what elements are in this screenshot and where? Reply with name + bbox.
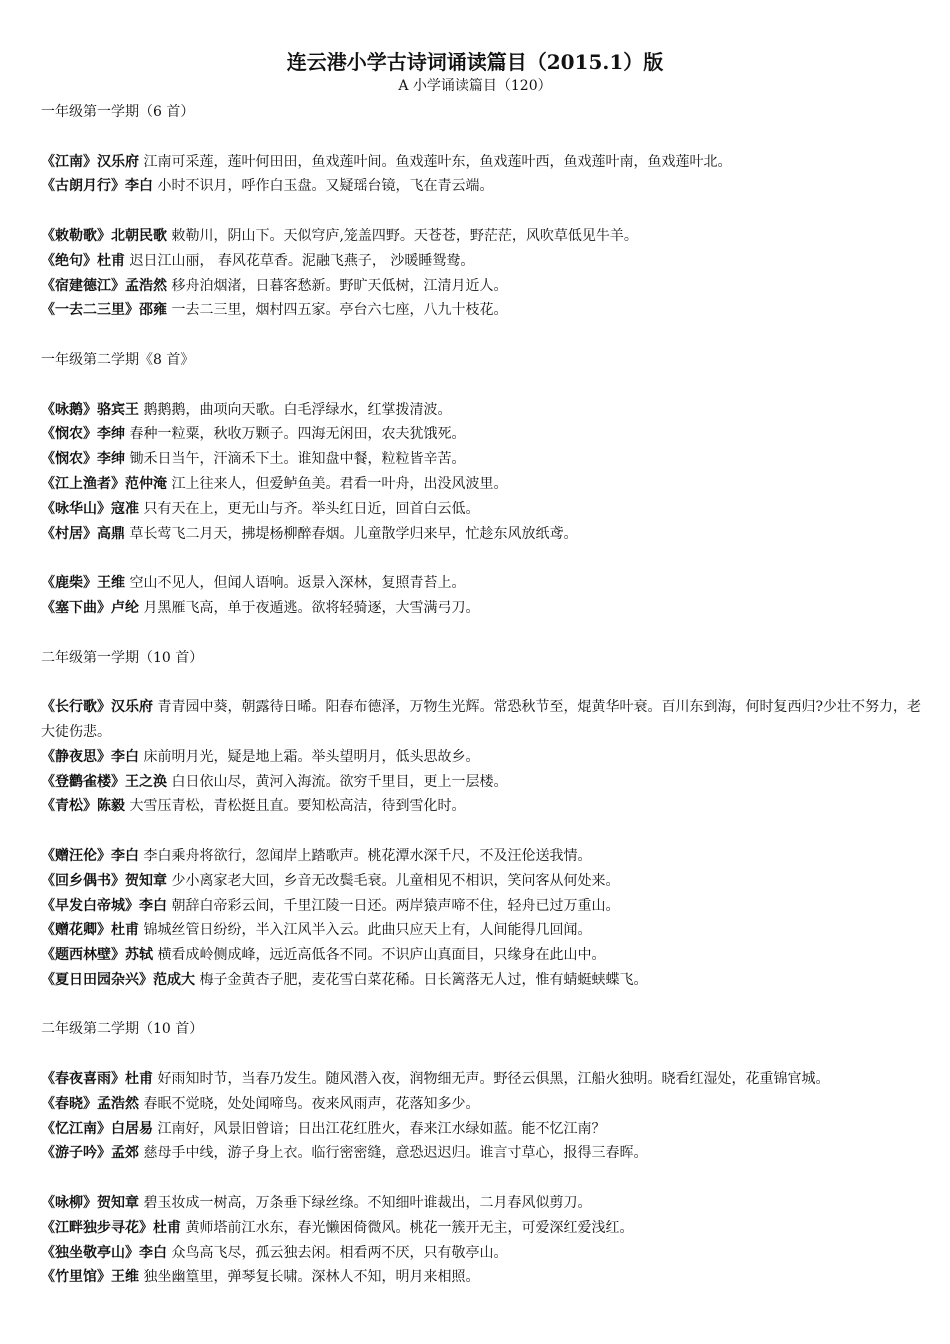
poem-entry — [41, 1216, 931, 1241]
poem-title: 《竹里馆》 — [41, 1269, 111, 1286]
poem-text: 独坐幽篁里，弹琴复长啸。深林人不知，明月来相照。 — [139, 1269, 480, 1286]
poem-text: 大雪压青松，青松挺且直。要知松高洁，待到雪化时。 — [125, 798, 466, 815]
poem-entry — [41, 770, 931, 795]
poem-author: 李白 — [139, 1244, 167, 1261]
poem-title: 《宿建德江》 — [41, 277, 125, 294]
blank-line — [41, 621, 931, 646]
poem-entry — [41, 844, 931, 869]
poem-text: 月黑雁飞高，单于夜遁逃。欲将轻骑逐，大雪满弓刀。 — [139, 599, 480, 616]
poem-text: 碧玉妆成一树高，万条垂下绿丝绦。不知细叶谁裁出，二月春风似剪刀。 — [139, 1195, 592, 1212]
section-heading: 一年级第一学期（6 首） — [41, 104, 195, 120]
poem-title: 《夏日田园杂兴》 — [41, 971, 153, 988]
poem-text: 江南好，风景旧曾谙；日出江花红胜火，春来江水绿如蓝。能不忆江南？ — [153, 1120, 606, 1137]
poem-title: 《赠汪伦》 — [41, 847, 111, 864]
poem-entry — [41, 224, 931, 249]
poem-entry — [41, 968, 931, 993]
poem-text: 迟日江山丽， 春风花草香。泥融飞燕子， 沙暖睡鸳鸯。 — [125, 252, 475, 269]
poem-author: 骆宾王 — [97, 401, 139, 418]
poem-entry — [41, 1117, 931, 1142]
poem-entry — [41, 497, 931, 522]
poem-author: 李白 — [139, 897, 167, 914]
poem-author: 孟郊 — [111, 1145, 139, 1162]
poem-title: 《咏柳》 — [41, 1195, 97, 1212]
poem-title: 《塞下曲》 — [41, 599, 111, 616]
poem-title: 《回乡偶书》 — [41, 872, 125, 889]
poem-text: 敕勒川，阴山下。天似穹庐,笼盖四野。天苍苍，野茫茫，风吹草低见牛羊。 — [167, 227, 638, 244]
poem-text: 春种一粒粟，秋收万颗子。四海无闲田，农夫犹饿死。 — [125, 426, 466, 443]
poem-entry — [41, 1092, 931, 1117]
blank-line — [41, 993, 931, 1018]
poem-list — [41, 100, 931, 1290]
poem-title: 《江畔独步寻花》 — [41, 1219, 153, 1236]
poem-text: 梅子金黄杏子肥，麦花雪白菜花稀。日长篱落无人过，惟有蜻蜓蛱蝶飞。 — [195, 971, 648, 988]
poem-text: 小时不识月，呼作白玉盘。又疑瑶台镜，飞在青云端。 — [153, 178, 494, 195]
poem-text: 只有天在上，更无山与齐。举头红日近，回首白云低。 — [139, 500, 480, 517]
poem-author: 王维 — [97, 575, 125, 592]
poem-author: 陈毅 — [97, 798, 125, 815]
poem-author: 孟浩然 — [97, 1095, 139, 1112]
poem-title: 《独坐敬亭山》 — [41, 1244, 139, 1261]
poem-text: 慈母手中线，游子身上衣。临行密密缝，意恐迟迟归。谁言寸草心，报得三春晖。 — [139, 1145, 648, 1162]
blank-line — [41, 819, 931, 844]
poem-title: 《青松》 — [41, 798, 97, 815]
poem-entry — [41, 695, 931, 745]
poem-entry — [41, 918, 931, 943]
poem-author: 范成大 — [153, 971, 195, 988]
poem-author: 苏轼 — [125, 947, 153, 964]
poem-title: 《游子吟》 — [41, 1145, 111, 1162]
poem-title: 《绝句》 — [41, 252, 97, 269]
poem-title: 《早发白帝城》 — [41, 897, 139, 914]
poem-text: 移舟泊烟渚，日暮客愁新。野旷天低树，江清月近人。 — [167, 277, 508, 294]
poem-author: 北朝民歌 — [111, 227, 167, 244]
section-heading: 二年级第一学期（10 首） — [41, 649, 204, 666]
poem-author: 孟浩然 — [125, 277, 167, 294]
blank-line — [41, 199, 931, 224]
poem-entry — [41, 794, 931, 819]
poem-entry — [41, 1141, 931, 1166]
poem-title: 《静夜思》 — [41, 748, 111, 765]
poem-author: 李白 — [125, 178, 153, 195]
poem-title: 《古朗月行》 — [41, 178, 125, 195]
poem-author: 王维 — [111, 1269, 139, 1286]
poem-author: 贺知章 — [97, 1195, 139, 1212]
poem-author: 贺知章 — [125, 872, 167, 889]
poem-author: 范仲淹 — [125, 475, 167, 492]
poem-author: 李白 — [111, 847, 139, 864]
poem-entry — [41, 571, 931, 596]
poem-text: 青青园中葵，朝露待日晞。阳春布德泽，万物生光辉。常恐秋节至，焜黄华叶衰。百川东到海，何时复西归?少壮不努力，老大徒伤悲。 — [41, 699, 921, 740]
poem-title: 《春晓》 — [41, 1095, 97, 1112]
poem-text: 朝辞白帝彩云间，千里江陵一日还。两岸猿声啼不住，轻舟已过万重山。 — [167, 897, 620, 914]
poem-title: 《忆江南》 — [41, 1120, 111, 1137]
poem-text: 李白乘舟将欲行，忽闻岸上踏歌声。桃花潭水深千尺，不及汪伦送我情。 — [139, 847, 592, 864]
poem-entry — [41, 894, 931, 919]
poem-entry — [41, 1265, 931, 1290]
poem-entry — [41, 943, 931, 968]
poem-text: 锦城丝管日纷纷，半入江风半入云。此曲只应天上有，人间能得几回闻。 — [139, 922, 592, 939]
poem-author: 白居易 — [111, 1120, 153, 1137]
poem-entry — [41, 447, 931, 472]
poem-text: 江上往来人，但爱鲈鱼美。君看一叶舟，出没风波里。 — [167, 475, 508, 492]
poem-text: 众鸟高飞尽，孤云独去闲。相看两不厌，只有敬亭山。 — [167, 1244, 508, 1261]
poem-entry — [41, 298, 931, 323]
poem-text: 草长莺飞二月天，拂堤杨柳醉春烟。儿童散学归来早，忙趁东风放纸鸢。 — [125, 525, 578, 542]
poem-author: 李绅 — [97, 426, 125, 443]
poem-author: 王之涣 — [125, 773, 167, 790]
poem-text: 黄师塔前江水东，春光懒困倚微风。桃花一簇开无主，可爱深红爱浅红。 — [181, 1219, 634, 1236]
document-title: 连云港小学古诗词诵读篇目（2015.1）版 — [286, 50, 664, 74]
poem-entry — [41, 249, 931, 274]
blank-line — [41, 1042, 931, 1067]
poem-entry — [41, 745, 931, 770]
poem-title: 《咏华山》 — [41, 500, 111, 517]
poem-title: 《题西林壁》 — [41, 947, 125, 964]
poem-title: 《赠花卿》 — [41, 922, 111, 939]
document-subtitle: A 小学诵读篇目（120） — [398, 78, 552, 94]
poem-title: 《鹿柴》 — [41, 575, 97, 592]
poem-text: 好雨知时节，当春乃发生。随风潜入夜，润物细无声。野径云俱黑，江船火独明。晓看红湿处，花重锦官城。 — [153, 1071, 830, 1088]
blank-line — [41, 1166, 931, 1191]
blank-line — [41, 125, 931, 150]
poem-text: 鹅鹅鹅，曲项向天歌。白毛浮绿水，红掌拨清波。 — [139, 401, 452, 418]
poem-text: 横看成岭侧成峰，远近高低各不同。不识庐山真面目，只缘身在此山中。 — [153, 947, 606, 964]
poem-entry — [41, 522, 931, 547]
poem-title: 《江上渔者》 — [41, 475, 125, 492]
poem-text: 江南可采莲，莲叶何田田，鱼戏莲叶间。鱼戏莲叶东，鱼戏莲叶西，鱼戏莲叶南，鱼戏莲叶北。 — [139, 153, 732, 170]
poem-author: 汉乐府 — [111, 699, 153, 716]
poem-text: 一去二三里，烟村四五家。亭台六七座，八九十枝花。 — [167, 302, 508, 319]
poem-text: 白日依山尽，黄河入海流。欲穷千里目，更上一层楼。 — [167, 773, 508, 790]
poem-text: 空山不见人，但闻人语响。返景入深林，复照青苔上。 — [125, 575, 466, 592]
poem-author: 杜甫 — [97, 252, 125, 269]
poem-entry — [41, 1241, 931, 1266]
poem-entry — [41, 174, 931, 199]
poem-title: 《悯农》 — [41, 426, 97, 443]
poem-author: 李白 — [111, 748, 139, 765]
poem-author: 卢纶 — [111, 599, 139, 616]
poem-title: 《江南》 — [41, 153, 97, 170]
poem-entry — [41, 1067, 931, 1092]
poem-title: 《敕勒歌》 — [41, 227, 111, 244]
poem-title: 《登鹳雀楼》 — [41, 773, 125, 790]
poem-text: 锄禾日当午，汗滴禾下土。谁知盘中餐，粒粒皆辛苦。 — [125, 451, 466, 468]
poem-entry — [41, 472, 931, 497]
poem-entry — [41, 398, 931, 423]
poem-author: 邵雍 — [139, 302, 167, 319]
poem-text: 少小离家老大回，乡音无改鬓毛衰。儿童相见不相识，笑问客从何处来。 — [167, 872, 620, 889]
poem-title: 《春夜喜雨》 — [41, 1071, 125, 1088]
poem-text: 床前明月光，疑是地上霜。举头望明月，低头思故乡。 — [139, 748, 480, 765]
poem-entry — [41, 869, 931, 894]
poem-entry — [41, 150, 931, 175]
blank-line — [41, 546, 931, 571]
poem-text: 春眠不觉晓，处处闻啼鸟。夜来风雨声，花落知多少。 — [139, 1095, 480, 1112]
blank-line — [41, 323, 931, 348]
section-heading: 一年级第二学期《8 首》 — [41, 351, 195, 368]
poem-author: 李绅 — [97, 451, 125, 468]
blank-line — [41, 670, 931, 695]
poem-title: 《悯农》 — [41, 451, 97, 468]
poem-author: 杜甫 — [111, 922, 139, 939]
poem-entry — [41, 274, 931, 299]
poem-entry — [41, 596, 931, 621]
poem-entry — [41, 422, 931, 447]
blank-line — [41, 373, 931, 398]
poem-title: 《村居》 — [41, 525, 97, 542]
poem-entry — [41, 1191, 931, 1216]
poem-author: 高鼎 — [97, 525, 125, 542]
poem-author: 杜甫 — [125, 1071, 153, 1088]
poem-title: 《长行歌》 — [41, 699, 111, 716]
poem-author: 寇准 — [111, 500, 139, 517]
poem-title: 《咏鹅》 — [41, 401, 97, 418]
poem-author: 杜甫 — [153, 1219, 181, 1236]
poem-author: 汉乐府 — [97, 153, 139, 170]
section-heading: 二年级第二学期（10 首） — [41, 1021, 204, 1038]
poem-title: 《一去二三里》 — [41, 302, 139, 319]
